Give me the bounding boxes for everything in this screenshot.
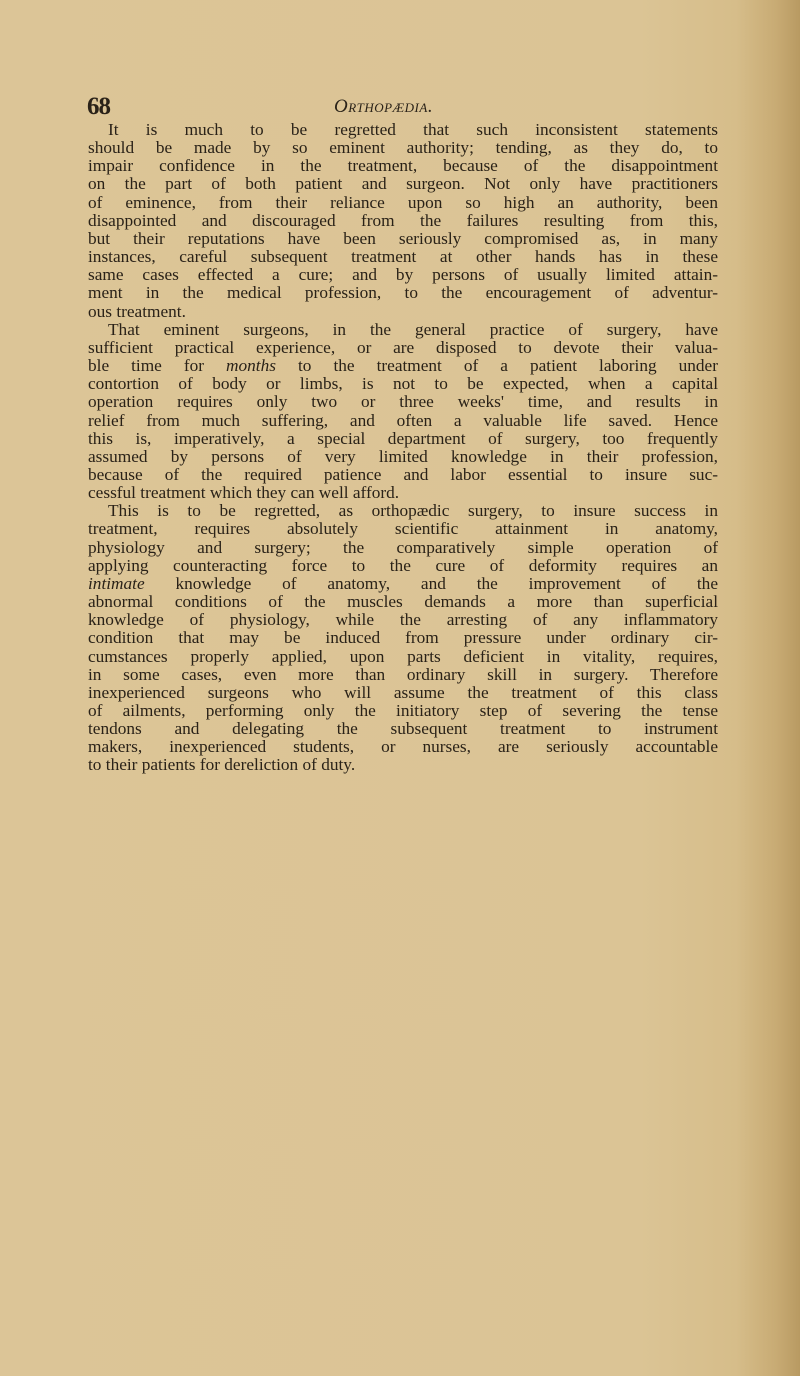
- text-line: [88, 666, 718, 684]
- text-run: but their reputations have been seriously compromised as, in many: [88, 228, 718, 248]
- text-line: [88, 393, 718, 411]
- text-line: [88, 557, 718, 575]
- text-line: [88, 520, 718, 538]
- text-run: ment in the medical profession, to the encouragement of adventur-: [88, 283, 718, 303]
- page-number: 68: [87, 93, 110, 120]
- text-run: on the part of both patient and surgeon. Not only have practitioners: [88, 174, 718, 194]
- text-line: [88, 484, 718, 502]
- text-run: makers, inexperienced students, or nurses, are seriously accountable: [88, 737, 718, 757]
- text-line: [88, 430, 718, 448]
- text-line: [88, 212, 718, 230]
- text-line: [88, 502, 718, 520]
- text-line: [88, 412, 718, 430]
- text-run: same cases effected a cure; and by persons of usually limited attain-: [88, 265, 718, 285]
- text-run: should be made by so eminent authority; tending, as they do, to: [88, 138, 718, 158]
- text-line: [88, 702, 718, 720]
- text-line: [88, 684, 718, 702]
- text-line: [88, 321, 718, 339]
- text-line: [88, 357, 718, 375]
- text-line: [88, 139, 718, 157]
- text-line: [88, 629, 718, 647]
- text-line: [88, 575, 718, 593]
- text-line: [88, 466, 718, 484]
- text-run: knowledge of anatomy, and the improvement of the: [144, 573, 718, 593]
- text-run: disappointed and discouraged from the failures resulting from this,: [88, 210, 718, 230]
- text-line: [88, 756, 718, 774]
- text-run: of ailments, performing only the initiatory step of severing the tense: [88, 701, 718, 720]
- text-run: ble time for: [88, 356, 227, 376]
- text-line: [88, 303, 718, 321]
- text-run: physiology and surgery; the comparatively simple operation of: [88, 537, 718, 557]
- text-line: [88, 593, 718, 611]
- text-run: ous treatment.: [88, 301, 186, 321]
- text-run: this is, imperatively, a special department of surgery, too frequently: [88, 428, 718, 448]
- text-run: applying counteracting force to the cure of deformity requires an: [88, 555, 718, 575]
- text-line: [88, 194, 718, 212]
- text-run: to their patients for dereliction of duty.: [88, 755, 356, 775]
- text-run: contortion of body or limbs, is not to be expected, when a capital: [88, 374, 718, 394]
- text-line: [88, 248, 718, 266]
- text-run: impair confidence in the treatment, because of the disappointment: [88, 156, 718, 176]
- text-line: [88, 738, 718, 756]
- text-run: to the treatment of a patient laboring under: [275, 356, 718, 376]
- italic-text: intimate: [88, 573, 145, 593]
- text-line: [88, 539, 718, 557]
- text-line: [88, 121, 718, 139]
- text-run: It is much to be regretted that such inconsistent statements: [108, 120, 718, 139]
- text-run: assumed by persons of very limited knowledge in their profession,: [88, 446, 718, 466]
- text-line: [88, 375, 718, 393]
- text-line: [88, 266, 718, 284]
- text-run: operation requires only two or three weeks' time, and results in: [88, 392, 718, 412]
- text-line: [88, 284, 718, 302]
- text-run: inexperienced surgeons who will assume the treatment of this class: [88, 682, 718, 702]
- text-run: This is to be regretted, as orthopædic surgery, to insure success in: [108, 501, 718, 521]
- text-run: in some cases, even more than ordinary skill in surgery. Therefore: [88, 664, 718, 684]
- text-run: condition that may be induced from pressure under ordinary cir-: [88, 628, 718, 648]
- text-line: [88, 339, 718, 357]
- text-run: abnormal conditions of the muscles demands a more than superficial: [88, 592, 718, 612]
- text-run: treatment, requires absolutely scientific attainment in anatomy,: [88, 519, 718, 539]
- text-run: That eminent surgeons, in the general practice of surgery, have: [108, 319, 718, 339]
- text-line: [88, 720, 718, 738]
- text-run: relief from much suffering, and often a valuable life saved. Hence: [88, 410, 718, 430]
- text-line: [88, 230, 718, 248]
- text-run: of eminence, from their reliance upon so high an authority, been: [88, 192, 718, 212]
- text-run: knowledge of physiology, while the arresting of any inflammatory: [88, 610, 718, 630]
- body-text: [88, 121, 718, 775]
- text-line: [88, 648, 718, 666]
- text-line: [88, 448, 718, 466]
- text-run: because of the required patience and labor essential to insure suc-: [88, 464, 718, 484]
- text-run: instances, careful subsequent treatment at other hands has in these: [88, 247, 718, 267]
- text-run: tendons and delegating the subsequent treatment to instrument: [88, 719, 718, 739]
- text-line: [88, 175, 718, 193]
- text-run: sufficient practical experience, or are disposed to devote their valua-: [88, 337, 718, 357]
- text-line: [88, 611, 718, 629]
- text-line: [88, 157, 718, 175]
- text-run: cumstances properly applied, upon parts deficient in vitality, requires,: [88, 646, 718, 666]
- text-run: cessful treatment which they can well afford.: [88, 483, 400, 503]
- running-head: Orthopædia.: [334, 96, 434, 117]
- italic-text: months: [226, 356, 276, 376]
